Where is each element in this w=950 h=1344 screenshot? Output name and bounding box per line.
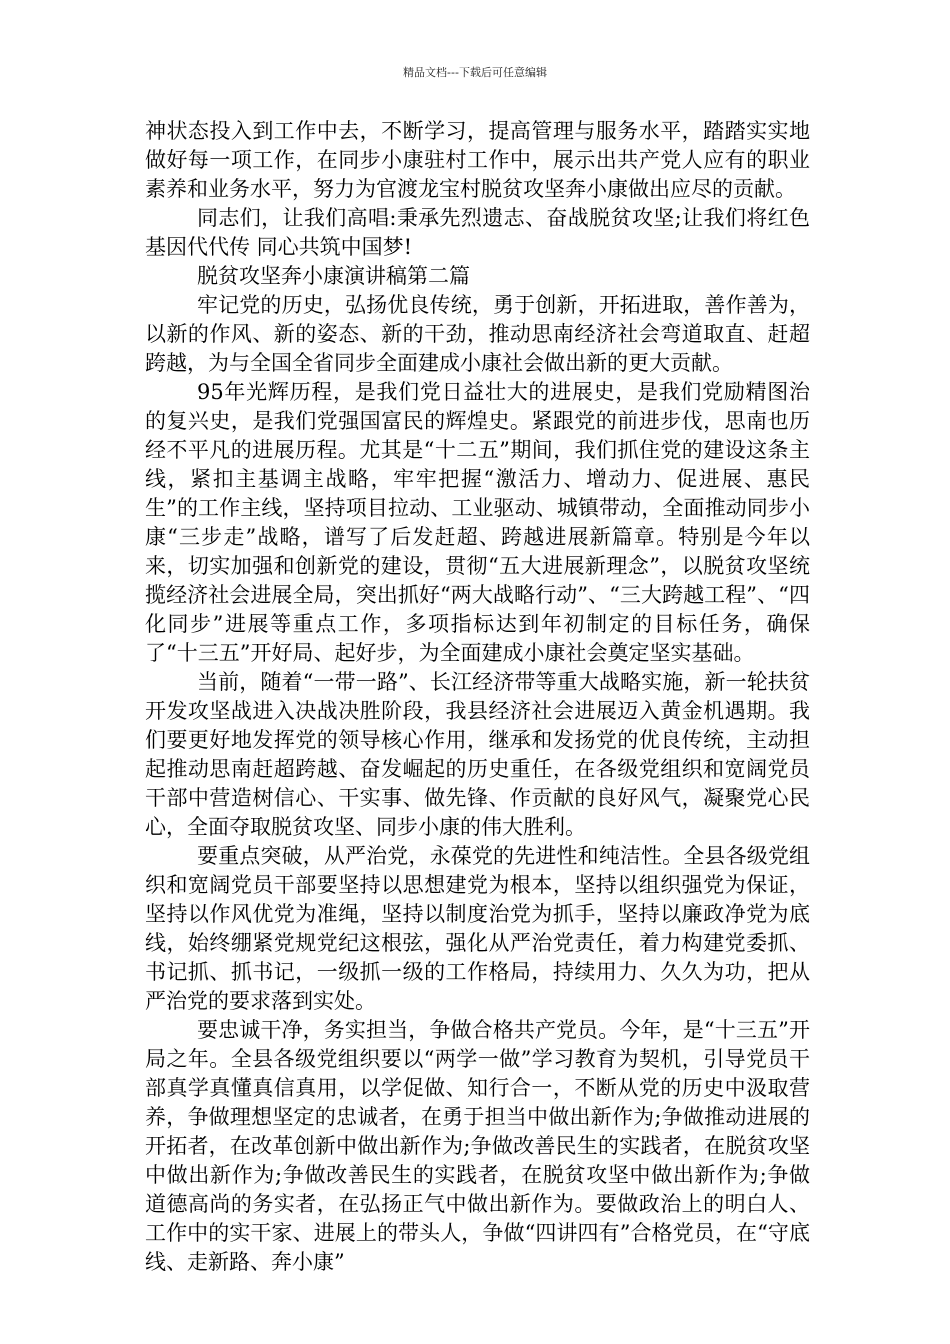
paragraph-loyalty: 要忠诚干净，务实担当，争做合格共产党员。今年，是“十三五”开局之年。全县各级党组织要以“两学一做”学习教育为契机，引导党员干部真学真懂真信真用，以学促做、知行合一，不断从党的历史中汲取营养，争做理想坚定的忠诚者，在勇于担当中做出新作为;争做推动进展的开拓者，在改革创新中做出新作为;争做改善民生的实践者，在脱贫攻坚中做出新作为;争做改善民生的实践者，在脱贫攻坚中做出新作为;争做道德高尚的务实者，在弘扬正气中做出新作为。要做政治上的明白人、工作中的实干家、进展上的带头人，争做“四讲四有”合格党员，在“守底线、走新路、奔小康” — [145, 1018, 810, 1274]
paragraph-strict-governance: 要重点突破，从严治党，永葆党的先进性和纯洁性。全县各级党组织和宽阔党员干部要坚持以思想建党为根本，坚持以组织强党为保证，坚持以作风优党为准绳，坚持以制度治党为抓手，坚持以廉政净党为底线，始终绷紧党规党纪这根弦，强化从严治党责任，着力构建党委抓、书记抓、抓书记，一级抓一级的工作格局，持续用力、久久为功，把从严治党的要求落到实处。 — [145, 844, 810, 1013]
document-body — [145, 117, 810, 1277]
page-header: 精品文档---下载后可任意编辑 — [403, 66, 547, 79]
paragraph-closing-call: 同志们，让我们高唱:秉承先烈遗志、奋战脱贫攻坚;让我们将红色基因代代传 同心共筑中国梦! — [145, 206, 810, 259]
paragraph-continuation: 神状态投入到工作中去，不断学习，提高管理与服务水平，踏踏实实地做好每一项工作，在同步小康驻村工作中，展示出共产党人应有的职业素养和业务水平，努力为官渡龙宝村脱贫攻坚奔小康做出应尽的贡献。 — [145, 119, 810, 201]
section-heading: 脱贫攻坚奔小康演讲稿第二篇 — [197, 264, 470, 288]
paragraph-intro: 牢记党的历史，弘扬优良传统，勇于创新，开拓进取，善作善为，以新的作风、新的姿态、新的干劲，推动思南经济社会弯道取直、赶超跨越，为与全国全省同步全面建成小康社会做出新的更大贡献。 — [145, 293, 810, 375]
paragraph-current: 当前，随着“一带一路”、长江经济带等重大战略实施，新一轮扶贫开发攻坚战进入决战决胜阶段，我县经济社会进展迈入黄金机遇期。我们要更好地发挥党的领导核心作用，继承和发扬党的优良传统，主动担起推动思南赶超跨越、奋发崛起的历史重任，在各级党组织和宽阔党员干部中营造树信心、干实事、做先锋、作贡献的良好风气，凝聚党心民心，全面夺取脱贫攻坚、同步小康的伟大胜利。 — [145, 670, 810, 839]
paragraph-history: 95年光辉历程，是我们党日益壮大的进展史，是我们党励精图治的复兴史，是我们党强国富民的辉煌史。紧跟党的前进步伐，思南也历经不平凡的进展历程。尤其是“十二五”期间，我们抓住党的建设这条主线，紧扣主基调主战略，牢牢把握“激活力、增动力、促进展、惠民生”的工作主线，坚持项目拉动、工业驱动、城镇带动，全面推动同步小康“三步走”战略，谱写了后发赶超、跨越进展新篇章。特别是今年以来，切实加强和创新党的建设，贯彻“五大进展新理念”，以脱贫攻坚统揽经济社会进展全局，突出抓好“两大战略行动”、“三大跨越工程”、“四化同步”进展等重点工作，多项指标达到年初制定的目标任务，确保了“十三五”开好局、起好步，为全面建成小康社会奠定坚实基础。 — [145, 380, 810, 665]
